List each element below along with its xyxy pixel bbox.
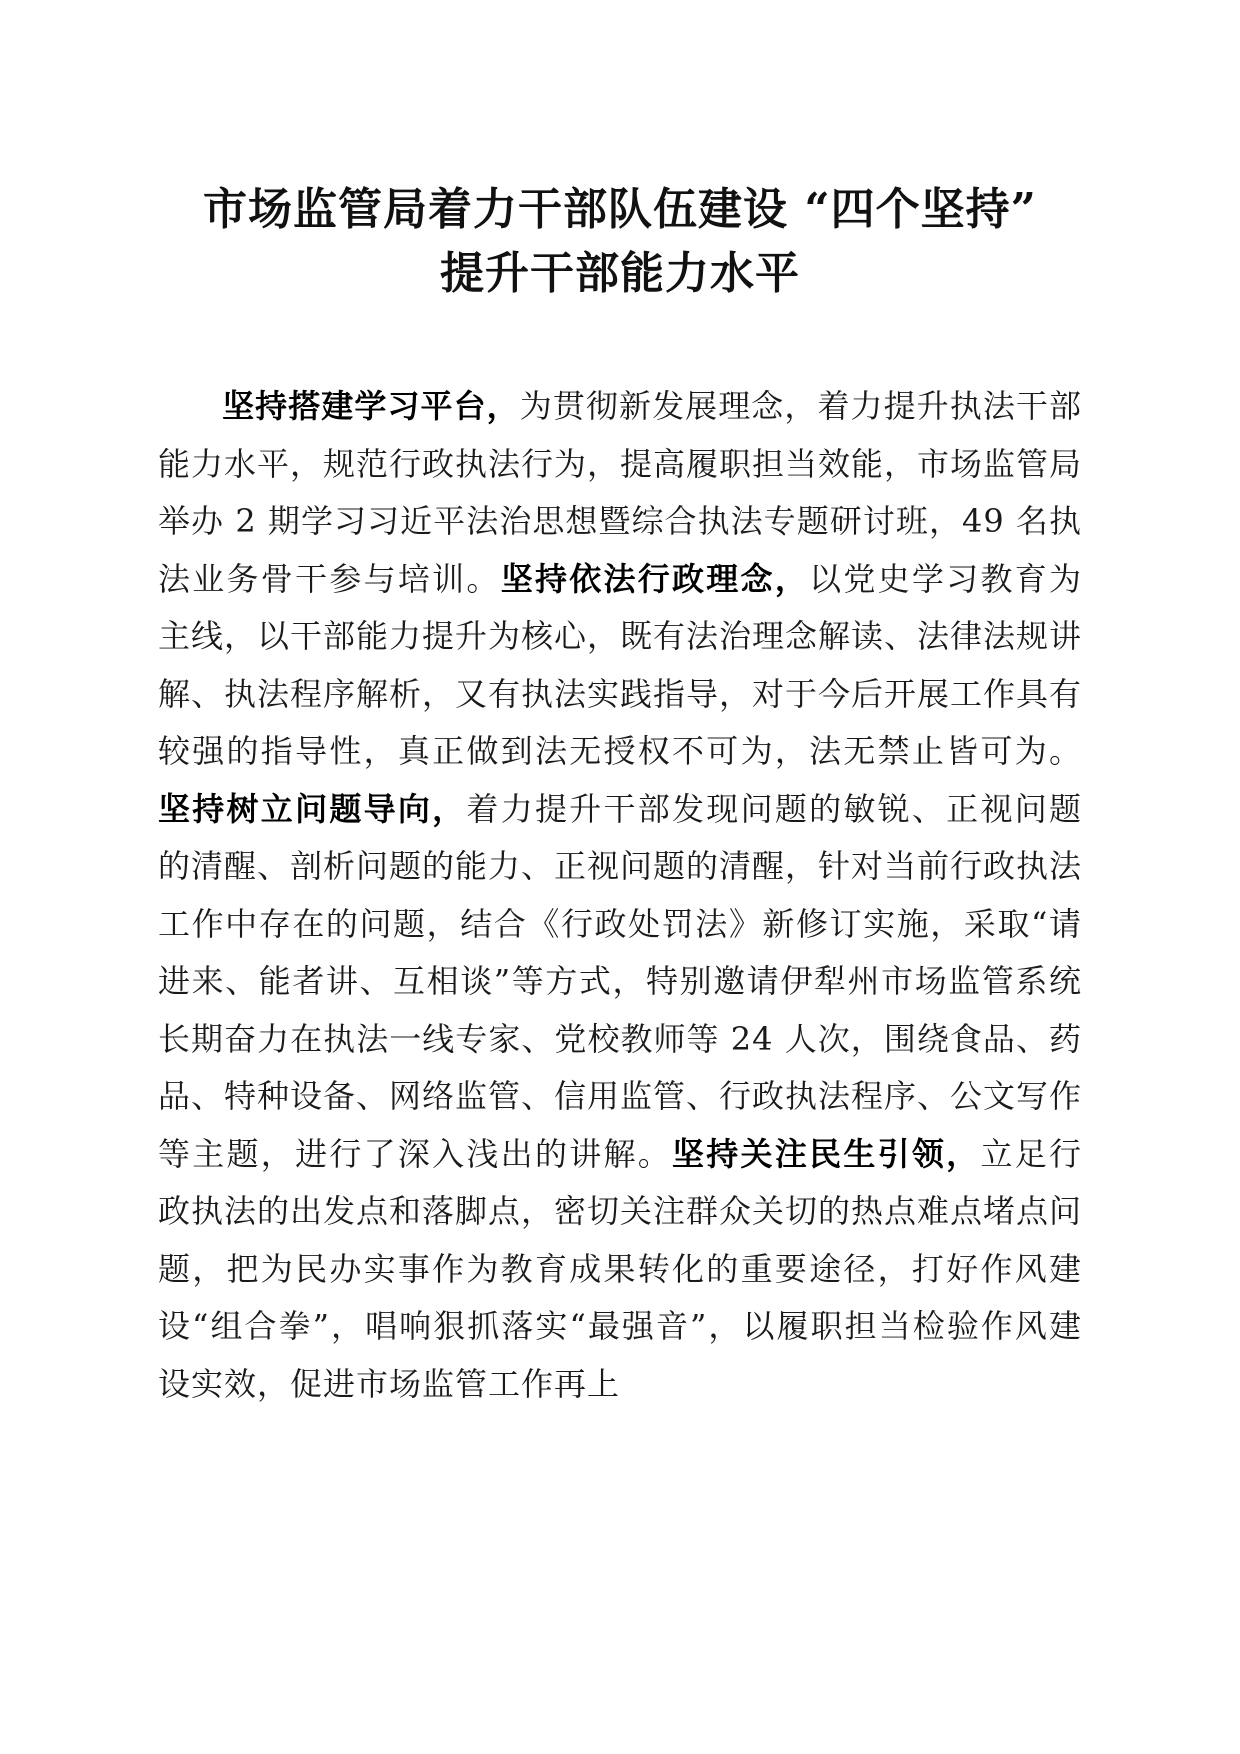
lead-phrase-rule-of-law: 坚持依法行政理念， (500, 559, 810, 598)
lead-phrase-problem-oriented: 坚持树立问题导向， (158, 789, 467, 828)
paragraph-text-problem-oriented: 着力提升干部发现问题的敏锐、正视问题的清醒、剖析问题的能力、正视问题的清醒，针对当前行政执法工作中存在的问题，结合《行政处罚法》新修订实施，采取“请进来、能者讲、互相谈”等方式，特别邀请伊犁州市场监管系统长期奋力在执法一线专家、党校教师等 24 人次，围绕食品、药品、特种设备、网络监管、信用监管、行政执法程序、公文写作等主题，进行了深入浅出的讲解。 (158, 789, 1083, 1173)
lead-phrase-learning-platform: 坚持搭建学习平台， (222, 387, 520, 425)
body-paragraph (158, 378, 1082, 1413)
paragraph-text-rule-of-law: 以党史学习教育为主线，以干部能力提升为核心，既有法治理念解读、法律法规讲解、执法程序解析，又有执法实践指导，对于今后开展工作具有较强的指导性，真正做到法无授权不可为，法无禁止皆可为。 (158, 559, 1083, 770)
document-title-line-1: 市场监管局着力干部队伍建设 “四个坚持” (203, 184, 1037, 235)
paragraph-text-learning-platform: 为贯彻新发展理念，着力提升执法干部能力水平，规范行政执法行为，提高履职担当效能，市场监管局举办 2 期学习习近平法治思想暨综合执法专题研讨班，49 名执法业务骨干参与培训。 (158, 387, 1083, 598)
document-title-line-2: 提升干部能力水平 (440, 248, 800, 299)
paragraph-text-livelihood: 立足行政执法的出发点和落脚点，密切关注群众关切的热点难点堵点问题，把为民办实事作为教育成果转化的重要途径，打好作风建设“组合拳”，唱响狠抓落实“最强音”，以履职担当检验作风建设实效，促进市场监管工作再上 (158, 1134, 1083, 1403)
lead-phrase-livelihood: 坚持关注民生引领， (672, 1134, 981, 1173)
